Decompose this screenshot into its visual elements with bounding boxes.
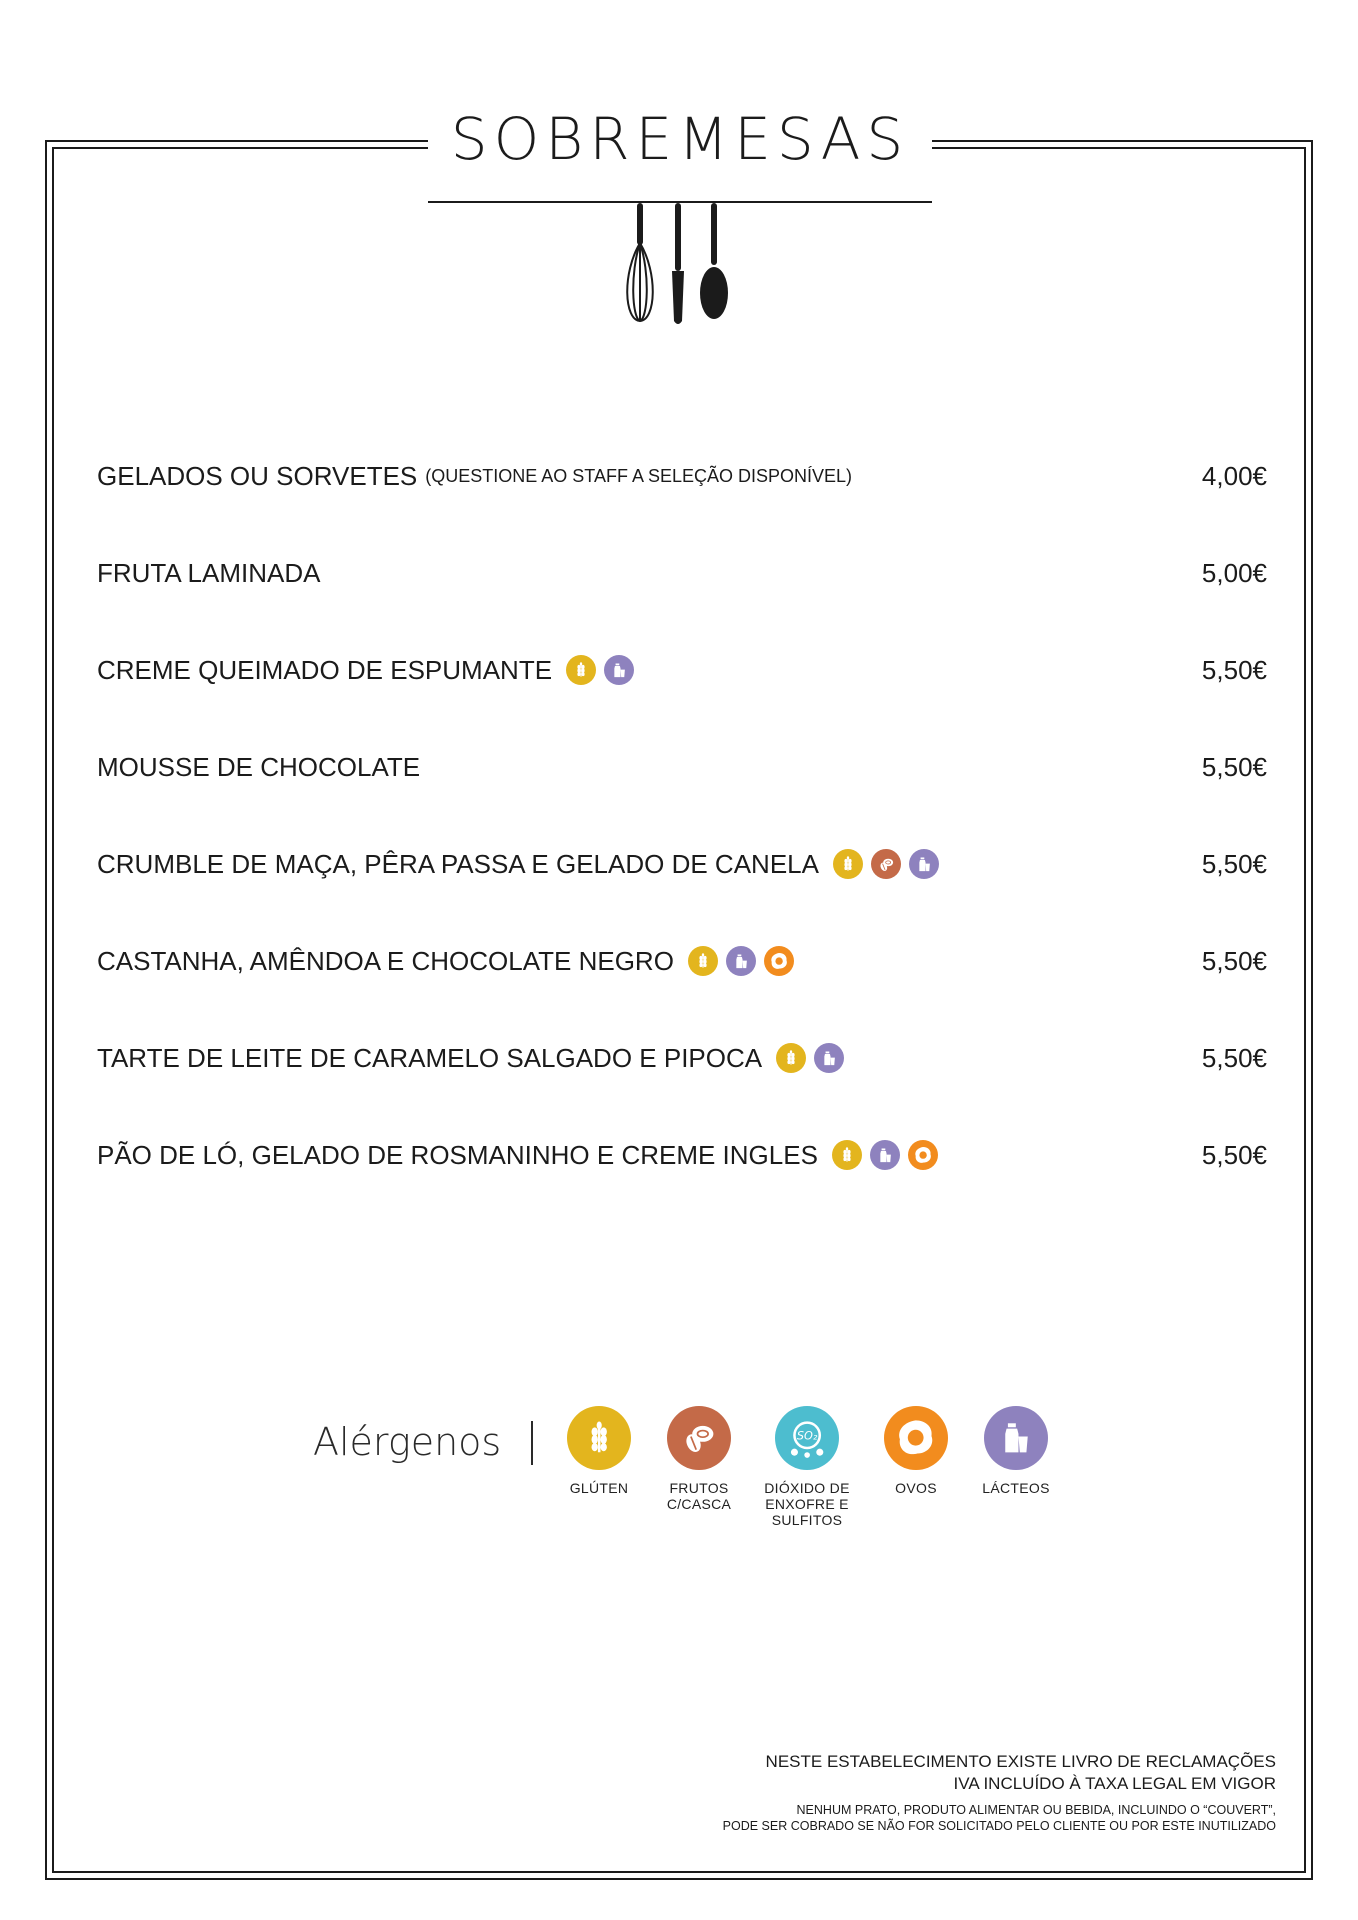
footer-vat: IVA INCLUÍDO À TAXA LEGAL EM VIGOR: [953, 1774, 1276, 1793]
menu-item-price: 5,50€: [1201, 752, 1267, 782]
legend-lacteos: [961, 1406, 1071, 1496]
menu-item-name: CASTANHA, AMÊNDOA E CHOCOLATE NEGRO: [97, 946, 674, 976]
footer-couvert-line1: NENHUM PRATO, PRODUTO ALIMENTAR OU BEBIDA, INCLUINDO O “COUVERT”,: [796, 1803, 1276, 1817]
menu-item-name: CREME QUEIMADO DE ESPUMANTE: [97, 655, 553, 685]
lacteos-icon: [814, 1043, 844, 1073]
menu-item: [97, 1038, 1267, 1078]
allergen-icons: [776, 1043, 852, 1073]
menu-item: [97, 1135, 1267, 1175]
menu-item: [97, 844, 1267, 884]
page-title: SOBREMESAS: [450, 105, 910, 173]
frutos-icon: [871, 849, 901, 879]
menu-item-price: 5,00€: [1201, 558, 1267, 588]
kitchen-utensils-icon: [620, 203, 740, 328]
legend-gluten: [544, 1406, 654, 1496]
menu-item-name: CRUMBLE DE MAÇA, PÊRA PASSA E GELADO DE CANELA: [97, 849, 819, 879]
gluten-icon: [567, 1406, 631, 1470]
menu-item: [97, 941, 1267, 981]
ovos-icon: [764, 946, 794, 976]
footer-notice: [723, 1751, 1276, 1834]
lacteos-icon: [909, 849, 939, 879]
legend-label-lacteos: LÁCTEOS: [982, 1480, 1050, 1496]
footer-complaints-book: NESTE ESTABELECIMENTO EXISTE LIVRO DE RECLAMAÇÕES: [765, 1752, 1276, 1771]
allergens-separator: [531, 1421, 533, 1465]
footer-couvert-line2: PODE SER COBRADO SE NÃO FOR SOLICITADO PELO CLIENTE OU POR ESTE INUTILIZADO: [722, 1819, 1276, 1833]
lacteos-icon: [604, 655, 634, 685]
menu-item-price: 5,50€: [1201, 1140, 1267, 1170]
menu-item-price: 5,50€: [1201, 1043, 1267, 1073]
menu-item: [97, 747, 1267, 787]
menu-item: [97, 553, 1267, 593]
allergen-icons: [833, 849, 947, 879]
menu-item-price: 4,00€: [1201, 461, 1267, 491]
ovos-icon: [884, 1406, 948, 1470]
legend-label-ovos: OVOS: [895, 1480, 937, 1496]
sulfitos-icon: [775, 1406, 839, 1470]
frutos-icon: [667, 1406, 731, 1470]
title-block: [428, 96, 932, 204]
menu-item-name: GELADOS OU SORVETES: [97, 461, 418, 491]
menu-frame-inner: [52, 147, 1306, 1873]
menu-item-name: PÃO DE LÓ, GELADO DE ROSMANINHO E CREME INGLES: [97, 1140, 818, 1170]
ovos-icon: [908, 1140, 938, 1170]
legend-ovos: [861, 1406, 971, 1496]
legend-label-gluten: GLÚTEN: [569, 1480, 629, 1496]
menu-item-price: 5,50€: [1201, 655, 1267, 685]
allergen-icons: [566, 655, 642, 685]
gluten-icon: [776, 1043, 806, 1073]
menu-item: [97, 650, 1267, 690]
menu-item-price: 5,50€: [1201, 946, 1267, 976]
lacteos-icon: [870, 1140, 900, 1170]
menu-item: [97, 456, 1267, 496]
legend-label-frutos: FRUTOS C/CASCA: [666, 1480, 732, 1512]
gluten-icon: [566, 655, 596, 685]
legend-sulfitos: [752, 1406, 862, 1528]
gluten-icon: [688, 946, 718, 976]
svg-text:SO₂: SO₂: [796, 1429, 818, 1443]
allergen-icons: [688, 946, 802, 976]
menu-item-note: (QUESTIONE AO STAFF A SELEÇÃO DISPONÍVEL): [425, 466, 853, 486]
allergens-title: Alérgenos: [313, 1420, 502, 1464]
lacteos-icon: [984, 1406, 1048, 1470]
lacteos-icon: [726, 946, 756, 976]
legend-frutos: [644, 1406, 754, 1512]
allergen-icons: [832, 1140, 946, 1170]
menu-item-name: MOUSSE DE CHOCOLATE: [97, 752, 421, 782]
gluten-icon: [833, 849, 863, 879]
gluten-icon: [832, 1140, 862, 1170]
menu-item-name: FRUTA LAMINADA: [97, 558, 321, 588]
menu-item-price: 5,50€: [1201, 849, 1267, 879]
legend-label-sulfitos: DIÓXIDO DE ENXOFRE E SULFITOS: [764, 1480, 850, 1528]
menu-item-name: TARTE DE LEITE DE CARAMELO SALGADO E PIPOCA: [97, 1043, 763, 1073]
